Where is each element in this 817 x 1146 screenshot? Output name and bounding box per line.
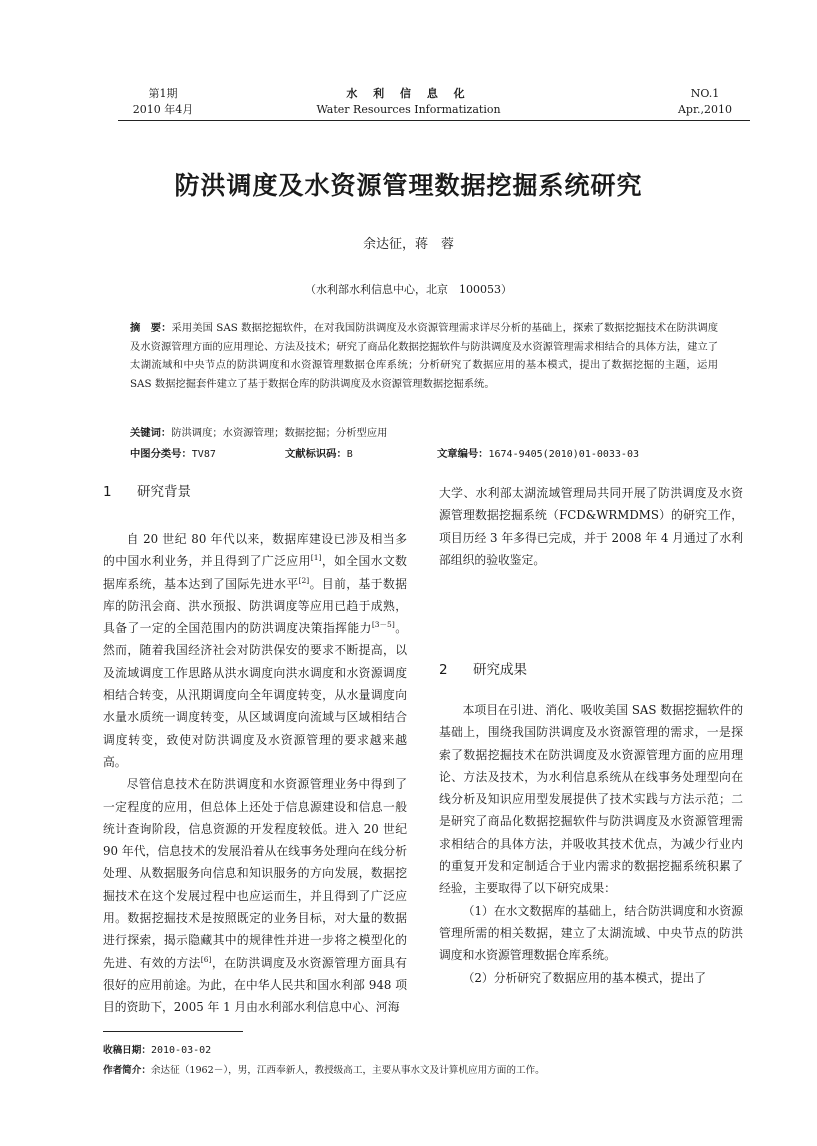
abstract <box>130 319 718 393</box>
author-bio-label: 作者简介： <box>103 1065 151 1076</box>
journal-name-cn: 水 利 信 息 化 <box>346 87 471 100</box>
article-number-value: 1674-9405(2010)01-0033-03 <box>488 449 639 460</box>
section-number: 1 <box>103 484 112 500</box>
text-run: 。目前，基于数据库的防汛会商、洪水预报、防洪调度等应用已趋于成熟，具备了一定的全国范围内的防洪调度决策指挥能力 <box>103 576 407 636</box>
clc-label: 中图分类号： <box>130 448 192 460</box>
text-run: 尽管信息技术在防洪调度和水资源管理业务中得到了一定程度的应用，但总体上还处于信息源建设和信息一般统计查询阶段，信息资源的开发程度较低。进入 20 世纪 90 年代，信息技术的发展沿着从在线事务处理向在线分析处理、从数据服务向信息和知识服务的方向发展，数据挖掘技术在这个发展过程中也应运而生，并且得到了广泛应用。数据挖掘技术是按照既定的业务目标，对大量的数据进行探索，揭示隐藏其中的规律性并进一步将之模型化的先进、有效的方法 <box>103 777 407 970</box>
footnote-rule <box>103 1031 243 1032</box>
body-paragraph <box>103 773 407 1018</box>
paper-authors: 余达征，蒋 蓉 <box>362 237 454 252</box>
body-paragraph-continued: 大学、水利部太湖流域管理局共同开展了防洪调度及水资源管理数据挖掘系统（FCD&WRMDMS）的研究工作，项目历经 3 年多得已完成，并于 2008 年 4 月通过了水利部组织的验收鉴定。 <box>439 486 743 567</box>
keywords <box>130 425 718 441</box>
section-heading-2 <box>439 660 743 680</box>
author-affiliation: （水利部水利信息中心，北京 100053） <box>305 283 512 296</box>
paper-title: 防洪调度及水资源管理数据挖掘系统研究 <box>174 171 643 200</box>
citation: [3－5] <box>371 620 395 630</box>
header-rule <box>118 120 750 121</box>
document-code <box>285 446 353 463</box>
abstract-text: 采用美国 SAS 数据挖掘软件，在对我国防洪调度及水资源管理需求详尽分析的基础上，探索了数据挖掘技术在防洪调度及水资源管理方面的应用理论、方法及技术；研究了商品化数据挖掘软件与防洪调度及水资源管理需求相结合的具体方法，建立了太湖流域和中央节点的防洪调度和水资源管理数据仓库系统；分析研究了数据应用的基本模式，提出了数据挖掘的主题，运用 SAS 数据挖掘套件建立了基于数据仓库的防洪调度及水资源管理数据挖掘系统。 <box>130 322 719 390</box>
citation: [6] <box>200 954 212 964</box>
issue-date-en: Apr.,2010 <box>677 103 733 116</box>
body-column-right <box>439 482 743 989</box>
citation: [1] <box>310 553 322 563</box>
citation: [2] <box>298 575 310 585</box>
keywords-text: 防洪调度；水资源管理；数据挖掘；分析型应用 <box>171 427 388 439</box>
body-paragraph <box>103 528 407 773</box>
section-heading-1 <box>103 482 407 502</box>
text-run: ，如全国水文数据库系统，基本达到了国际先进水平 <box>103 554 407 591</box>
received-label: 收稿日期： <box>103 1045 151 1056</box>
received-date <box>103 1044 211 1058</box>
running-header-right <box>660 86 750 118</box>
clc-number <box>130 446 216 463</box>
article-number <box>437 446 639 463</box>
journal-name-en: Water Resources Informatization <box>316 103 501 116</box>
article-number-label: 文章编号： <box>437 448 489 460</box>
list-item: （1）在水文数据库的基础上，结合防洪调度和水资源管理所需的相关数据，建立了太湖流域、中央节点的防洪调度和水资源管理数据仓库系统。 <box>439 903 743 963</box>
doc-code-value: B <box>346 449 353 460</box>
doc-code-label: 文献标识码： <box>285 448 347 460</box>
issue-number: 第1期 <box>148 87 178 100</box>
author-bio <box>103 1064 545 1078</box>
section-number: 2 <box>439 662 448 678</box>
clc-value: TV87 <box>191 449 216 460</box>
received-value: 2010-03-02 <box>150 1045 212 1056</box>
author-bio-text: 余达征（1962－），男，江西奉新人，教授级高工，主要从事水文及计算机应用方面的工作。 <box>150 1065 545 1076</box>
body-column-left <box>103 482 407 1019</box>
text-run: 。然而，随着我国经济社会对防洪保安的要求不断提高，以及流域调度工作思路从洪水调度向洪水调度和水资源调度相结合转变，从汛期调度向全年调度转变，从水量调度向水量水质统一调度转变，从区域调度向流域与区域相结合调度转变，致使对防洪调度及水资源管理的要求越来越高。 <box>103 621 407 769</box>
text-run: 自 20 世纪 80 年代以来，数据库建设已涉及相当多的中国水利业务，并且得到了广泛应用 <box>103 532 407 569</box>
section-title: 研究成果 <box>473 662 527 678</box>
text-run: ，在防洪调度及水资源管理方面具有很好的应用前途。为此，在中华人民共和国水利部 948 项目的资助下，2005 年 1 月由水利部水利信息中心、河海 <box>103 955 407 1015</box>
keywords-label: 关键词： <box>130 427 172 439</box>
running-header-left <box>118 86 208 118</box>
body-paragraph: 本项目在引进、消化、吸收美国 SAS 数据挖掘软件的基础上，围绕我国防洪调度及水资源管理的需求，一是探索了数据挖掘技术在防洪调度及水资源管理方面的应用理论、方法及技术，为水利信息系统从在线事务处理型向在线分析及知识应用型发展提供了技术实践与方法示范；二是研究了商品化数据挖掘软件与防洪调度及水资源管理需求相结合的具体方法，并吸收其技术优点，为减少行业内的重复开发和定制适合于业内需求的数据挖掘系统积累了经验，主要取得了以下研究成果： <box>439 703 743 896</box>
issue-date: 2010 年4月 <box>132 103 194 116</box>
abstract-label: 摘 要： <box>130 322 172 334</box>
list-item: （2）分析研究了数据应用的基本模式，提出了 <box>462 970 707 985</box>
running-header-center <box>300 86 517 118</box>
issue-no-en: NO.1 <box>690 87 720 100</box>
section-title: 研究背景 <box>137 484 191 500</box>
